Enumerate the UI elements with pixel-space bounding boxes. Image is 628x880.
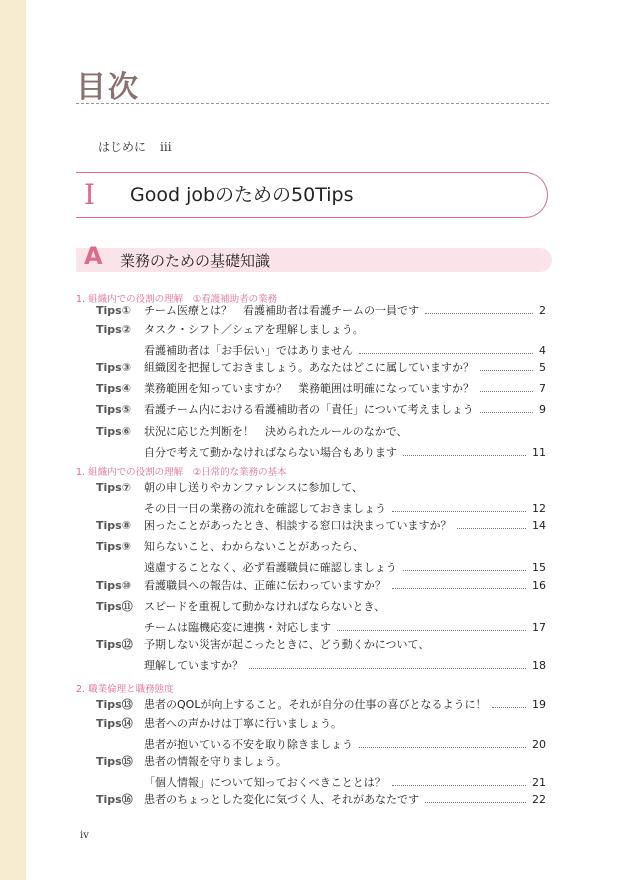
entry-text: 自分で考えて動かなければならない場合もあります <box>144 446 397 459</box>
entry-text: チームは臨機応変に連携・対応します <box>144 621 331 634</box>
entry-line <box>144 402 546 418</box>
chapter-title: 業務のための基礎知識 <box>120 252 271 270</box>
page-number: 17 <box>532 621 546 634</box>
tips-label: Tips⑨ <box>96 540 132 553</box>
entry-text: 理解していますか？ <box>144 659 243 672</box>
page-number: 4 <box>539 344 546 357</box>
entry-line <box>144 716 546 732</box>
entry-line <box>144 737 546 753</box>
dot-leader <box>337 630 526 631</box>
entry-line <box>144 445 546 461</box>
page-number: 22 <box>532 793 546 806</box>
tips-label: Tips⑯ <box>96 793 133 806</box>
tips-label: Tips⑫ <box>96 638 133 651</box>
entry-line <box>144 303 546 319</box>
entry-line <box>144 518 546 534</box>
page-number: 11 <box>532 446 546 459</box>
page-title: 目次 <box>76 70 140 105</box>
entry-line <box>144 539 546 555</box>
dot-leader <box>480 370 533 371</box>
dot-leader <box>392 588 526 589</box>
tips-label: Tips① <box>96 304 132 317</box>
page-number: 15 <box>532 561 546 574</box>
entry-line <box>144 697 546 713</box>
entry-text: 患者への声かけは丁寧に行いましょう。 <box>144 717 342 730</box>
entry-text: 遠慮することなく、必ず看護職員に確認しましょう <box>144 561 397 574</box>
section-heading: 2. 職業倫理と職務態度 <box>76 684 174 695</box>
page-number: 20 <box>532 738 546 751</box>
tips-label: Tips⑭ <box>96 717 133 730</box>
tips-label: Tips⑤ <box>96 403 132 416</box>
chapter-letter: A <box>84 242 103 270</box>
dot-leader <box>492 707 526 708</box>
entry-line <box>144 754 546 770</box>
entry-line <box>144 637 546 653</box>
entry-text: 「個人情報」について知っておくべきこととは？ <box>144 776 386 789</box>
page-number: 2 <box>539 304 546 317</box>
entry-line <box>144 480 546 496</box>
tips-label: Tips⑮ <box>96 755 133 768</box>
entry-text: 看護補助者は「お手伝い」ではありません <box>144 344 353 357</box>
dot-leader <box>425 802 526 803</box>
intro-entry[interactable] <box>98 139 172 155</box>
entry-text: 組織図を把握しておきましょう。あなたはどこに属していますか？ <box>144 361 474 374</box>
entry-line <box>144 360 546 376</box>
part-title: Good jobのための50Tips <box>130 184 354 206</box>
tips-label: Tips③ <box>96 361 132 374</box>
tips-label: Tips⑩ <box>96 579 132 592</box>
dot-leader <box>480 391 533 392</box>
entry-line <box>144 775 546 791</box>
entry-line <box>144 501 546 517</box>
tips-label: Tips⑪ <box>96 600 133 613</box>
entry-line <box>144 381 546 397</box>
dot-leader <box>480 412 533 413</box>
entry-text: 患者の情報を守りましょう。 <box>144 755 287 768</box>
dot-leader <box>403 455 526 456</box>
dot-leader <box>392 511 526 512</box>
dot-leader <box>425 313 533 314</box>
entry-line <box>144 599 546 615</box>
entry-line <box>144 322 546 338</box>
page-number: 18 <box>532 659 546 672</box>
entry-text: 状況に応じた判断を！ 決められたルールのなかで、 <box>144 425 408 438</box>
entry-text: 業務範囲を知っていますか？ 業務範囲は明確になっていますか？ <box>144 382 474 395</box>
title-divider <box>76 103 549 104</box>
page-number: 19 <box>532 698 546 711</box>
dot-leader <box>359 747 526 748</box>
entry-text: 看護チーム内における看護補助者の「責任」について考えましょう <box>144 403 474 416</box>
entry-text: スピードを重視して動かなければならないとき、 <box>144 600 386 613</box>
entry-text: 困ったことがあったとき、相談する窓口は決まっていますか？ <box>144 519 452 532</box>
entry-text: 朝の申し送りやカンファレンスに参加して、 <box>144 481 363 494</box>
tips-label: Tips⑥ <box>96 425 132 438</box>
tips-label: Tips⑧ <box>96 519 132 532</box>
entry-line <box>144 658 546 674</box>
tips-label: Tips⑦ <box>96 481 132 494</box>
tips-label: Tips⑬ <box>96 698 133 711</box>
entry-text: 予期しない災害が起こったときに、どう動くかについて、 <box>144 638 430 651</box>
entry-text: 患者のQOLが向上すること。それが自分の仕事の喜びとなるように！ <box>144 698 487 711</box>
entry-text: 患者のちょっとした変化に気づく人、それがあなたです <box>144 793 419 806</box>
intro-label: はじめに <box>98 140 147 154</box>
entry-line <box>144 792 546 808</box>
page-number: 5 <box>539 361 546 374</box>
page-number: 7 <box>539 382 546 395</box>
section-heading: 1. 組織内での役割の理解 ①看護補助者の業務 <box>76 294 278 305</box>
dot-leader <box>392 785 526 786</box>
entry-line <box>144 620 546 636</box>
entry-line <box>144 424 546 440</box>
entry-text: その日一日の業務の流れを確認しておきましょう <box>144 502 386 515</box>
intro-page: iii <box>160 140 172 154</box>
side-strip <box>0 0 26 880</box>
dot-leader <box>457 528 526 529</box>
part-numeral: I <box>84 178 96 211</box>
section-heading: 1. 組織内での役割の理解 ②日常的な業務の基本 <box>76 467 287 478</box>
entry-line <box>144 343 546 359</box>
dot-leader <box>403 570 526 571</box>
entry-text: タスク・シフト／シェアを理解しましょう。 <box>144 323 364 336</box>
dot-leader <box>359 353 533 354</box>
footer-page-number: iv <box>80 830 89 841</box>
dot-leader <box>249 668 526 669</box>
entry-text: 看護職員への報告は、正確に伝わっていますか？ <box>144 579 386 592</box>
page-number: 16 <box>532 579 546 592</box>
entry-text: 患者が抱いている不安を取り除きましょう <box>144 738 353 751</box>
page-number: 21 <box>532 776 546 789</box>
entry-line <box>144 560 546 576</box>
tips-label: Tips② <box>96 323 132 336</box>
entry-text: チーム医療とは？ 看護補助者は看護チームの一員です <box>144 304 419 317</box>
page-number: 9 <box>539 403 546 416</box>
page-number: 14 <box>532 519 546 532</box>
entry-line <box>144 578 546 594</box>
page-number: 12 <box>532 502 546 515</box>
tips-label: Tips④ <box>96 382 132 395</box>
entry-text: 知らないこと、わからないことがあったら、 <box>144 540 364 553</box>
